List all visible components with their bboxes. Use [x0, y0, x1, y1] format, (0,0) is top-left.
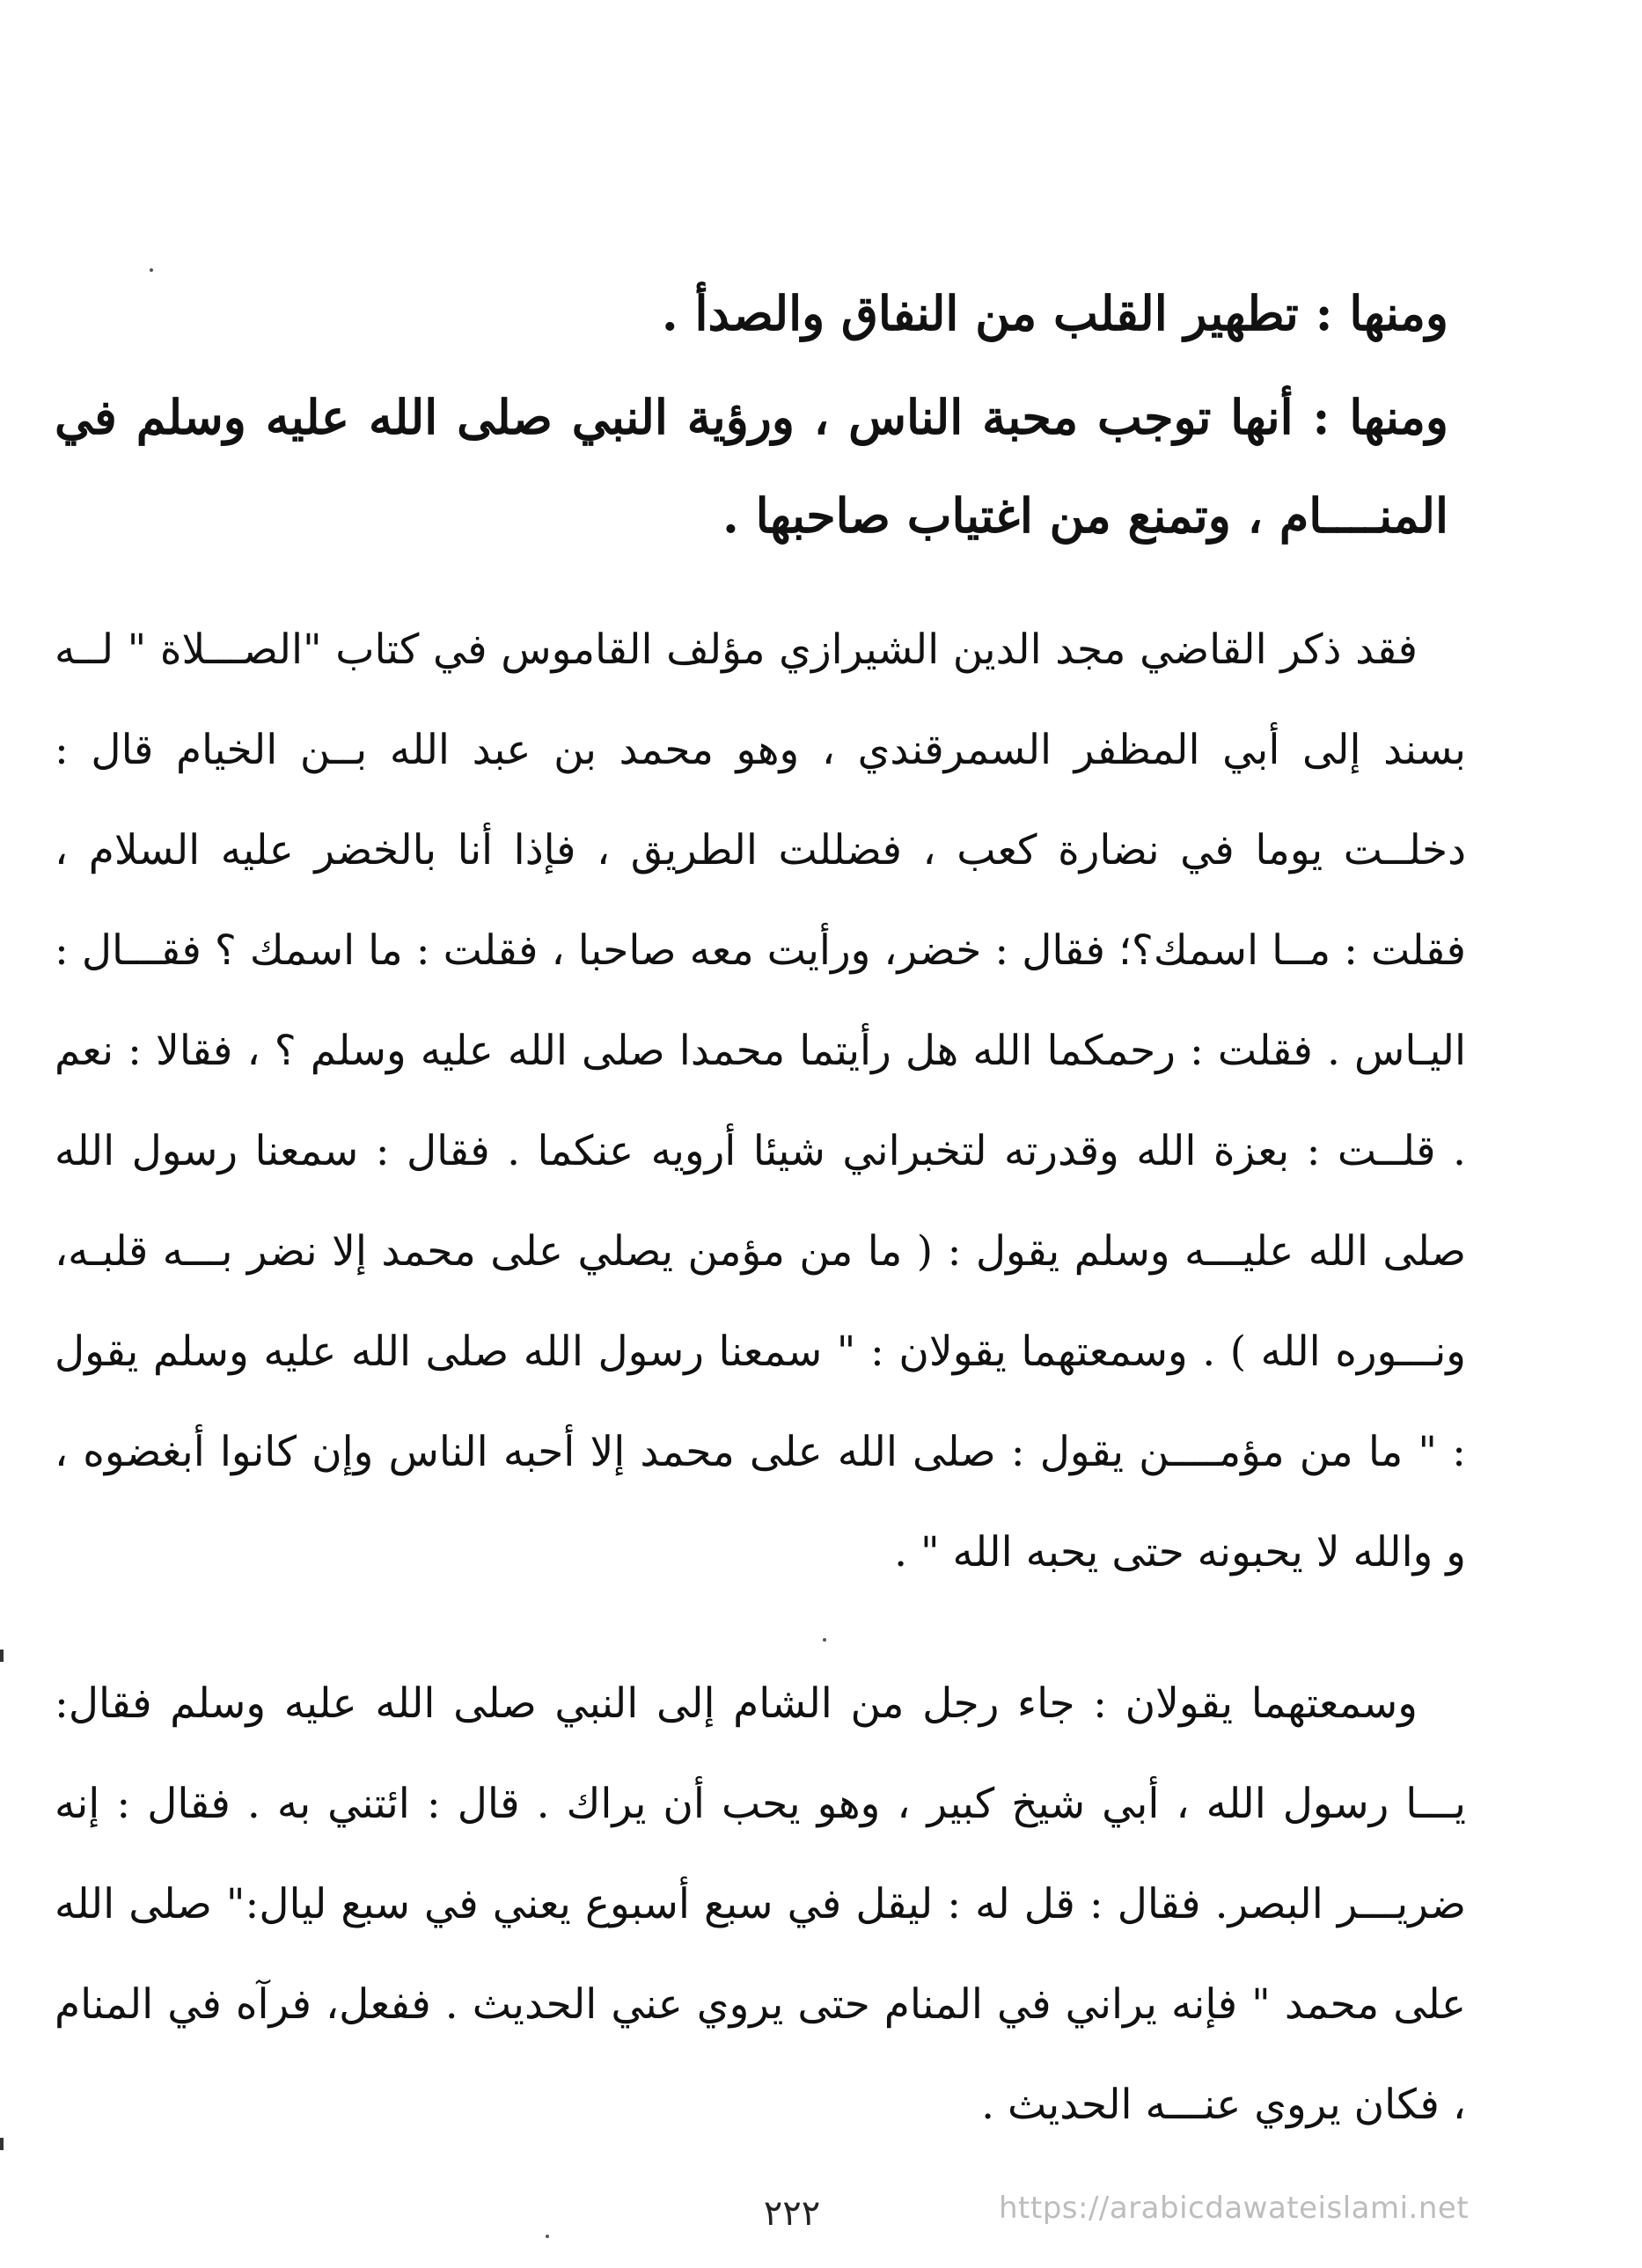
scan-speck — [823, 1638, 826, 1642]
heading-paragraph-one: ومنها : تطهير القلب من النفاق والصدأ . — [661, 285, 1448, 341]
body-paragraph-one-text: فقد ذكر القاضي مجد الدين الشيرازي مؤلف القاموس في كتاب "الصـــلاة " لــه بسند إلى أبي المظفر السمرقندي ، وهو محمد بن عبد الله بــن الخيام قال : دخلــت يوما في نضارة كعب ، فضللت الطريق ، فإذا أنا بالخضر عليه السلام ، فقلت : مــا اسمك؟؛ فقال : خضر، ورأيت معه صاحبا ، فقلت : ما اسمك ؟ فقـــال : اليـاس . فقلت : رحمكما الله هل رأيتما محمدا صلى الله عليه وسلم ؟ ، فقالا : نعم . قلــت : بعزة الله وقدرته لتخبراني شيئا أرويه عنكما . فقال : سمعنا رسول الله صلى الله عليـــه وسلم يقول : ( ما من مؤمن يصلي على محمد إلا نضر بـــه قلبـه، ونـــوره الله ) . وسمعتهما يقولان : " سمعنا رسول الله صلى الله عليه وسلم يقول : " ما من مؤمــــن يقول : صلى الله على محمد إلا أحبه الناس وإن كانوا أبغضوه ، و والله لا يحبونه حتى يحبه الله " . — [55, 626, 1466, 1577]
scan-edge-mark — [0, 2138, 4, 2150]
scan-speck — [150, 268, 153, 272]
body-paragraph-two — [55, 1654, 1466, 2155]
page-body — [55, 264, 1466, 2155]
heading-paragraph-two: ومنها : أنها توجب محبة الناس ، ورؤية النبي صلى الله عليه وسلم في المنــــام ، وتمنع من اغتياب صاحبها . — [55, 389, 1448, 544]
page-number: ٢٢٢ — [763, 2193, 821, 2234]
body-paragraph-two-text: وسمعتهما يقولان : جاء رجل من الشام إلى النبي صلى الله عليه وسلم فقال: يـــا رسول الله ، أبي شيخ كبير ، وهو يحب أن يراك . قال : ائتني به . فقال : إنه ضريـــر البصر. فقال : قل له : ليقل في سبع أسبوع يعني في سبع ليال:" صلى الله على محمد " فإنه يراني في المنام حتى يروي عني الحديث . ففعل، فرآه في المنام ، فكان يروي عنـــه الحديث . — [55, 1679, 1466, 2129]
body-paragraph-one — [55, 600, 1466, 1603]
scan-speck — [546, 2235, 549, 2238]
watermark-url: https://arabicdawateislami.net — [999, 2191, 1470, 2226]
scan-edge-mark — [0, 1650, 4, 1662]
